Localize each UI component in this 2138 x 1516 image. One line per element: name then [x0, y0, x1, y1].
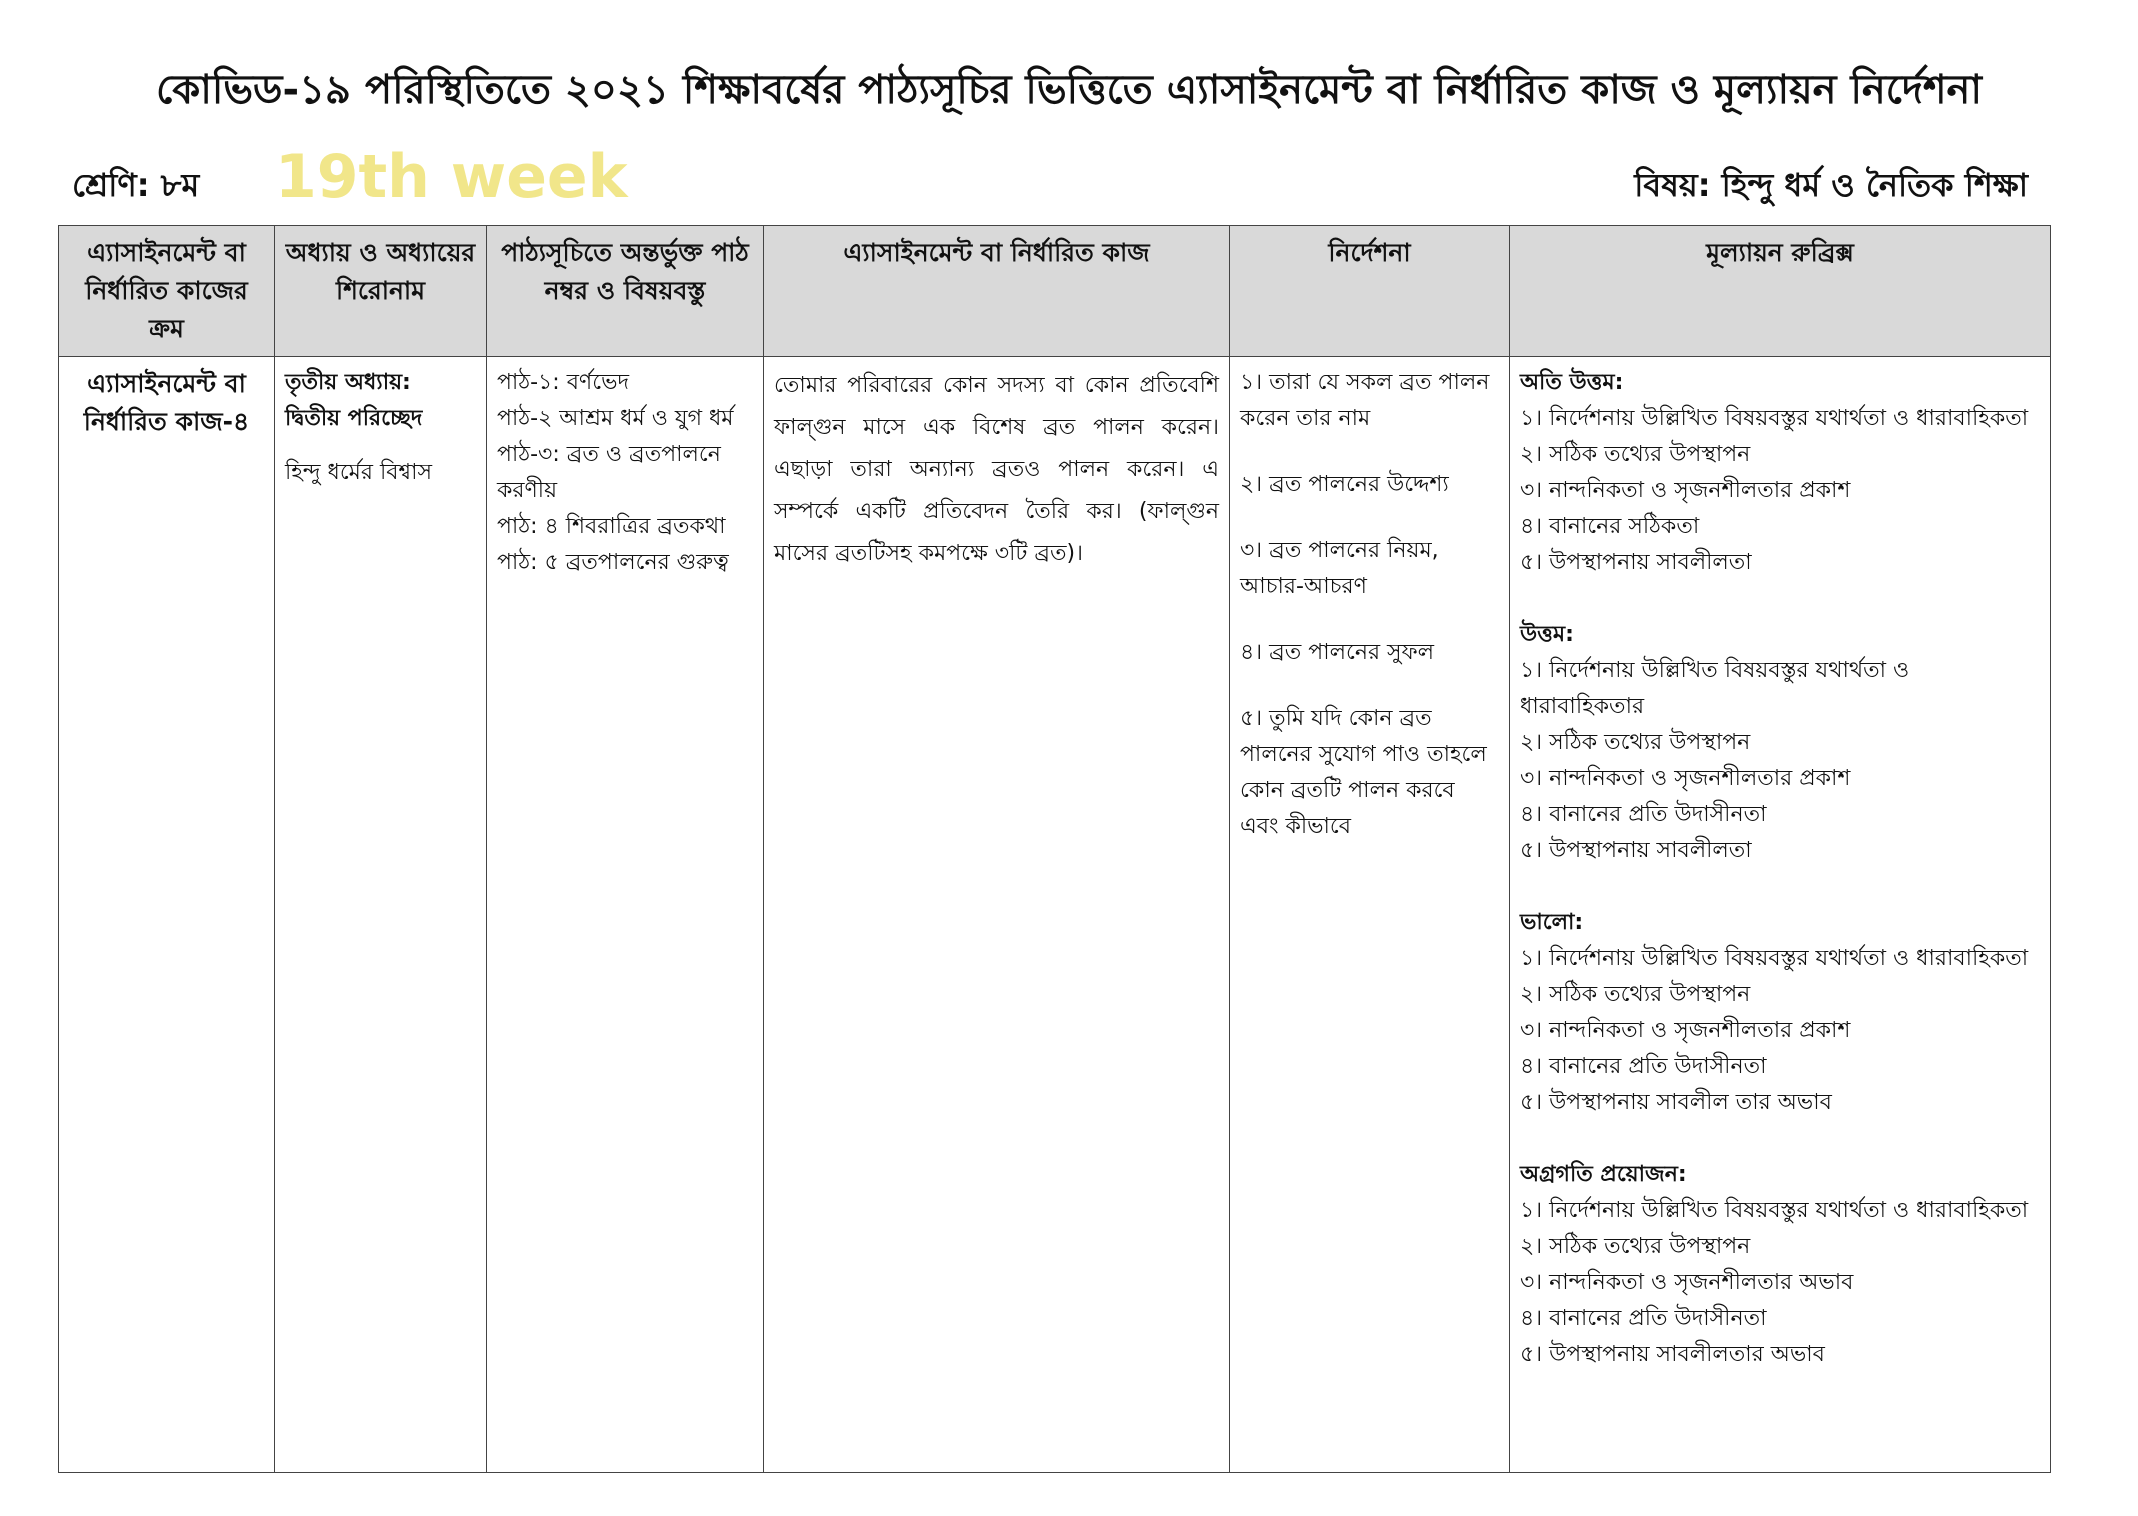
lesson-item: পাঠ-১: বর্ণভেদ: [497, 370, 630, 395]
rubric-level: [1520, 617, 2040, 869]
direction-item: ৩। ব্রত পালনের নিয়ম, আচার-আচরণ: [1240, 538, 1439, 599]
assignment-table: [58, 225, 2051, 1473]
subject-label: বিষয়: হিন্দু ধর্ম ও নৈতিক শিক্ষা: [1634, 166, 2028, 204]
rubric-level-title: অগ্রগতি প্রয়োজন:: [1520, 1162, 1687, 1187]
rubric-item: ৪। বানানের প্রতি উদাসীনতা: [1520, 1306, 1767, 1331]
rubric-level: [1520, 1157, 2040, 1373]
header-directions: নির্দেশনা: [1230, 226, 1510, 357]
rubric-item: ৫। উপস্থাপনায় সাবলীলতা: [1520, 550, 1752, 575]
rubric-item: ২। সঠিক তথ্যের উপস্থাপন: [1520, 1234, 1751, 1259]
rubric-item: ১। নির্দেশনায় উল্লিখিত বিষয়বস্তুর যথার্থতা ও ধারাবাহিকতার: [1520, 658, 1910, 719]
class-label: শ্রেণি: ৮ম: [72, 166, 200, 204]
header-chapter: অধ্যায় ও অধ্যায়ের শিরোনাম: [275, 226, 487, 357]
rubric-item: ৩। নান্দনিকতা ও সৃজনশীলতার প্রকাশ: [1520, 766, 1851, 791]
rubric-item: ১। নির্দেশনায় উল্লিখিত বিষয়বস্তুর যথার্থতা ও ধারাবাহিকতা: [1520, 1198, 2029, 1223]
rubric-item: ৫। উপস্থাপনায় সাবলীল তার অভাব: [1520, 1090, 1832, 1115]
rubric-level: [1520, 905, 2040, 1121]
lesson-item: পাঠ-২ আশ্রম ধর্ম ও যুগ ধর্ম: [497, 406, 734, 431]
header-assignment: এ্যাসাইনমেন্ট বা নির্ধারিত কাজ: [764, 226, 1230, 357]
lessons-cell: [487, 357, 764, 1473]
rubric-item: ৫। উপস্থাপনায় সাবলীলতা: [1520, 838, 1752, 863]
chapter-title: হিন্দু ধর্মের বিশ্বাস: [285, 460, 432, 485]
week-label: 19th week: [275, 142, 628, 212]
chapter-cell: [275, 357, 487, 1473]
rubrics-cell: [1510, 357, 2051, 1473]
rubric-item: ৫। উপস্থাপনায় সাবলীলতার অভাব: [1520, 1342, 1825, 1367]
rubric-item: ৪। বানানের সঠিকতা: [1520, 514, 1700, 539]
header-sequence: এ্যাসাইনমেন্ট বা নির্ধারিত কাজের ক্রম: [59, 226, 275, 357]
rubric-level-title: উত্তম:: [1520, 622, 1574, 647]
rubric-level: [1520, 365, 2040, 581]
table-header-row: [59, 226, 2051, 357]
direction-item: ১। তারা যে সকল ব্রত পালন করেন তার নাম: [1240, 370, 1490, 431]
rubric-item: ২। সঠিক তথ্যের উপস্থাপন: [1520, 730, 1751, 755]
direction-item: ২। ব্রত পালনের উদ্দেশ্য: [1240, 472, 1449, 497]
assignment-cell: তোমার পরিবারের কোন সদস্য বা কোন প্রতিবেশি ফাল্গুন মাসে এক বিশেষ ব্রত পালন করেন। এছাড়া তারা অন্যান্য ব্রতও পালন করেন। এ সম্পর্কে একটি প্রতিবেদন তৈরি কর। (ফাল্গুন মাসের ব্রতটিসহ কমপক্ষে ৩টি ব্রত)।: [764, 357, 1230, 1473]
direction-item: ৫। তুমি যদি কোন ব্রত পালনের সুযোগ পাও তাহলে কোন ব্রতটি পালন করবে এবং কীভাবে: [1240, 706, 1487, 839]
chapter-section: দ্বিতীয় পরিচ্ছেদ: [285, 406, 423, 431]
page-title: কোভিড-১৯ পরিস্থিতিতে ২০২১ শিক্ষাবর্ষের পাঠ্যসূচির ভিত্তিতে এ্যাসাইনমেন্ট বা নির্ধারিত কাজ ও মূল্যায়ন নির্দেশনা: [156, 67, 1982, 113]
rubric-level-title: ভালো:: [1520, 910, 1584, 935]
lesson-item: পাঠ: ৫ ব্রতপালনের গুরুত্ব: [497, 550, 729, 575]
sequence-cell: এ্যাসাইনমেন্ট বা নির্ধারিত কাজ-৪: [59, 357, 275, 1473]
rubric-item: ৩। নান্দনিকতা ও সৃজনশীলতার অভাব: [1520, 1270, 1854, 1295]
lesson-item: পাঠ-৩: ব্রত ও ব্রতপালনে করণীয়: [497, 442, 721, 503]
rubric-item: ৪। বানানের প্রতি উদাসীনতা: [1520, 1054, 1767, 1079]
rubric-item: ১। নির্দেশনায় উল্লিখিত বিষয়বস্তুর যথার্থতা ও ধারাবাহিকতা: [1520, 406, 2029, 431]
directions-cell: [1230, 357, 1510, 1473]
header-rubrics: মূল্যায়ন রুব্রিক্স: [1510, 226, 2051, 357]
rubric-item: ৩। নান্দনিকতা ও সৃজনশীলতার প্রকাশ: [1520, 478, 1851, 503]
rubric-level-title: অতি উত্তম:: [1520, 370, 1624, 395]
rubric-item: ২। সঠিক তথ্যের উপস্থাপন: [1520, 442, 1751, 467]
rubric-item: ৪। বানানের প্রতি উদাসীনতা: [1520, 802, 1767, 827]
header-lessons: পাঠ্যসূচিতে অন্তর্ভুক্ত পাঠ নম্বর ও বিষয়বস্তু: [487, 226, 764, 357]
chapter-name: তৃতীয় অধ্যায়:: [285, 370, 411, 395]
direction-item: ৪। ব্রত পালনের সুফল: [1240, 640, 1435, 665]
rubric-item: ৩। নান্দনিকতা ও সৃজনশীলতার প্রকাশ: [1520, 1018, 1851, 1043]
lesson-item: পাঠ: ৪ শিবরাত্রির ব্রতকথা: [497, 514, 726, 539]
rubric-item: ১। নির্দেশনায় উল্লিখিত বিষয়বস্তুর যথার্থতা ও ধারাবাহিকতা: [1520, 946, 2029, 971]
table-row: [59, 357, 2051, 1473]
rubric-item: ২। সঠিক তথ্যের উপস্থাপন: [1520, 982, 1751, 1007]
